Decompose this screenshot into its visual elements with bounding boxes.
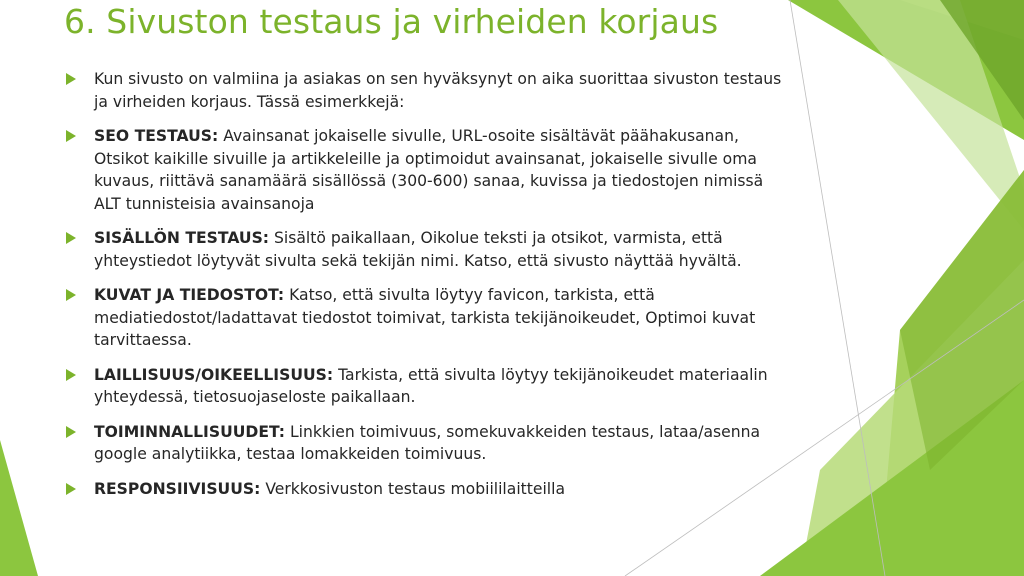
bullet-text: Linkkien toimivuus, somekuvakkeiden testaus, lataa/asenna google analytiikka, testaa lomakkeiden toimivuus.	[94, 422, 761, 463]
bullet-text: Kun sivusto on valmiina ja asiakas on sen hyväksynyt on aika suorittaa sivuston testaus ja virheiden korjaus. Tässä esimerkkejä:	[94, 70, 782, 111]
bullet-label: TOIMINNALLISUUDET:	[94, 422, 286, 441]
bullet-item	[64, 284, 784, 352]
bullet-text: Verkkosivuston testaus mobiililaitteilla	[260, 479, 566, 498]
bullet-label: RESPONSIIVISUUS:	[94, 479, 261, 498]
triangle-bullet-icon	[66, 426, 76, 438]
bullet-label: SISÄLLÖN TESTAUS:	[94, 229, 270, 247]
triangle-bullet-icon	[66, 483, 76, 495]
bullet-item	[64, 421, 784, 466]
bullet-label: LAILLISUUS/OIKEELLISUUS:	[94, 365, 334, 384]
bullet-item	[64, 227, 784, 272]
bullet-item	[64, 364, 784, 409]
bullet-item	[64, 68, 784, 113]
triangle-bullet-icon	[66, 232, 76, 244]
bullet-text: Katso, että sivulta löytyy favicon, tarkista, että mediatiedostot/ladattavat tiedostot toimivat, tarkista tekijänoikeudet, Optimoi kuvat tarvittaessa.	[94, 286, 756, 349]
bullet-item	[64, 125, 784, 215]
triangle-bullet-icon	[66, 130, 76, 142]
bullet-label: SEO TESTAUS:	[94, 127, 219, 145]
bullet-list	[64, 68, 784, 512]
bullet-text: Avainsanat jokaiselle sivulle, URL-osoite sisältävät päähakusanan, Otsikot kaikille sivuille ja artikkeleille ja optimoidut avainsanat, jokaiselle sivulle oma kuvaus, riittävä sanamäärä sisällössä (300-600) sanaa, kuvissa ja tiedostojen nimissä ALT tunnisteisia avainsanoja	[94, 127, 764, 213]
bullet-item	[64, 478, 784, 501]
triangle-bullet-icon	[66, 73, 76, 85]
triangle-bullet-icon	[66, 369, 76, 381]
bullet-label: KUVAT JA TIEDOSTOT:	[94, 286, 285, 304]
slide-title: 6. Sivuston testaus ja virheiden korjaus	[64, 2, 719, 41]
bullet-text: Sisältö paikallaan, Oikolue teksti ja otsikot, varmista, että yhteystiedot löytyvät sivulta sekä tekijän nimi. Katso, että sivusto näyttää hyvältä.	[94, 229, 742, 270]
triangle-bullet-icon	[66, 289, 76, 301]
bullet-text: Tarkista, että sivulta löytyy tekijänoikeudet materiaalin yhteydessä, tietosuojaseloste paikallaan.	[94, 365, 768, 406]
